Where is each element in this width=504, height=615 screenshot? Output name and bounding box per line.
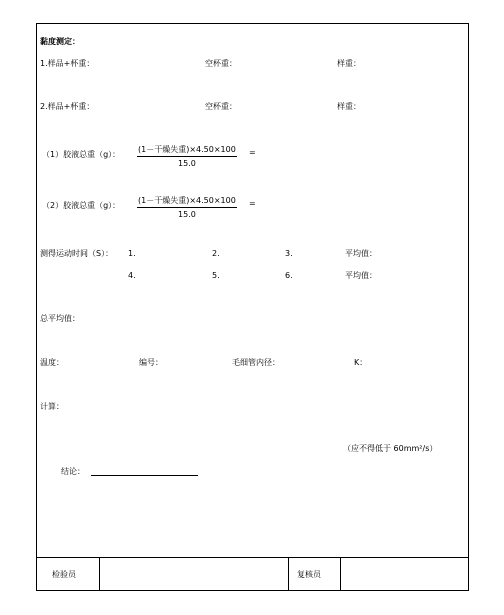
empty-cup-weight-label-1: 空杯重： — [205, 59, 237, 68]
formula-fraction-2 — [137, 195, 237, 219]
conclusion-input-line[interactable] — [91, 475, 198, 476]
capillary-diameter-label: 毛细管内径： — [232, 358, 280, 367]
requirement-note: （应不得低于 60mm²/s） — [343, 444, 438, 453]
average-label-1: 平均值： — [345, 249, 377, 258]
formula-numerator-2: (1－干燥失重)×4.50×100 — [137, 195, 237, 208]
number-label: 编号： — [139, 358, 163, 367]
average-label-2: 平均值： — [345, 271, 377, 280]
signature-row — [36, 557, 469, 591]
signature-divider-2 — [288, 557, 289, 591]
formula-denominator-2: 15.0 — [178, 210, 196, 219]
formula-denominator-1: 15.0 — [178, 159, 196, 168]
form-border — [36, 23, 469, 591]
signature-divider-3 — [340, 557, 341, 591]
motion-time-label: 测得运动时间（S）： — [40, 249, 114, 258]
glue-total-weight-label-2: （2）胶液总重（g）： — [42, 201, 121, 210]
sample-cup-weight-label-2: 2.样品+杯重： — [40, 102, 95, 111]
sample-weight-label-2: 样重： — [337, 102, 361, 111]
time-item-3: 3. — [285, 249, 293, 258]
total-average-label: 总平均值： — [40, 314, 80, 323]
section-title: 黏度测定： — [40, 37, 80, 46]
reviewer-label: 复核员 — [297, 570, 321, 579]
time-item-5: 5. — [212, 271, 220, 280]
k-constant-label: K： — [354, 358, 368, 367]
formula-equals-2: = — [249, 199, 256, 208]
signature-divider-1 — [99, 557, 100, 591]
calculation-label: 计算： — [40, 402, 64, 411]
time-item-1: 1. — [128, 249, 136, 258]
conclusion-label: 结论： — [61, 467, 85, 476]
empty-cup-weight-label-2: 空杯重： — [205, 102, 237, 111]
time-item-6: 6. — [285, 271, 293, 280]
formula-numerator-1: (1－干燥失重)×4.50×100 — [137, 144, 237, 157]
time-item-4: 4. — [128, 271, 136, 280]
time-item-2: 2. — [212, 249, 220, 258]
temperature-label: 温度： — [40, 358, 64, 367]
formula-fraction-1 — [137, 144, 237, 168]
glue-total-weight-label-1: （1）胶液总重（g）： — [42, 150, 121, 159]
formula-equals-1: = — [249, 148, 256, 157]
sample-weight-label-1: 样重： — [337, 59, 361, 68]
sample-cup-weight-label-1: 1.样品+杯重： — [40, 59, 95, 68]
inspector-label: 检验员 — [52, 570, 76, 579]
